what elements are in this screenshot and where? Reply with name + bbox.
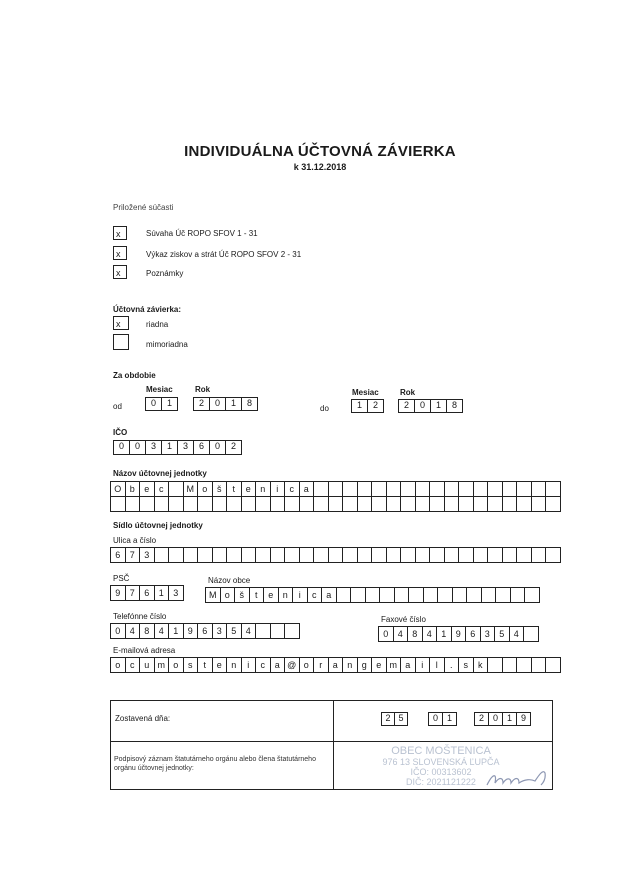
grid-cell: c <box>125 658 140 673</box>
grid-cell: a <box>270 658 285 673</box>
grid-cell <box>502 548 517 563</box>
stamp-line: 976 13 SLOVENSKÁ ĽUPČA <box>382 757 500 767</box>
grid-cell: 1 <box>154 586 169 601</box>
digit: 1 <box>503 713 517 725</box>
grid-cell: m <box>386 658 401 673</box>
grid-cell: o <box>299 658 314 673</box>
grid-cell <box>357 482 372 497</box>
stamp-line: IČO: 00313602 <box>410 767 472 777</box>
grid-cell <box>531 482 546 497</box>
grid-cell: c <box>285 482 300 497</box>
grid-cell <box>212 548 227 563</box>
phone-grid[interactable] <box>110 623 300 639</box>
grid-cell: k <box>473 658 488 673</box>
fax-grid[interactable] <box>378 626 539 642</box>
grid-cell: n <box>343 658 358 673</box>
from-month-field[interactable] <box>145 397 178 411</box>
grid-cell: 6 <box>111 548 126 563</box>
grid-cell <box>444 548 459 563</box>
grid-cell <box>328 497 343 512</box>
grid-cell <box>227 497 242 512</box>
to-month-field[interactable] <box>351 399 384 413</box>
grid-cell <box>380 588 395 603</box>
components-label: Priložené súčasti <box>113 203 174 212</box>
grid-cell <box>517 548 532 563</box>
digit: 3 <box>178 441 194 454</box>
grid-cell <box>473 497 488 512</box>
grid-cell <box>372 482 387 497</box>
grid-cell: s <box>183 658 198 673</box>
to-month-label: Mesiac <box>352 388 379 397</box>
grid-cell <box>415 548 430 563</box>
grid-cell: 8 <box>408 627 423 642</box>
divider <box>111 741 552 742</box>
component-label-income-statement: Výkaz ziskov a strát Úč ROPO SFOV 2 - 31 <box>146 250 302 259</box>
phone-label: Telefónne číslo <box>113 612 167 621</box>
grid-cell <box>125 497 140 512</box>
grid-cell: š <box>212 482 227 497</box>
town-row <box>206 588 540 603</box>
grid-cell <box>169 482 184 497</box>
component-label-balance-sheet: Súvaha Úč ROPO SFOV 1 - 31 <box>146 229 258 238</box>
grid-cell: e <box>264 588 279 603</box>
grid-cell: 1 <box>169 624 184 639</box>
grid-cell <box>502 658 517 673</box>
ico-label: IČO <box>113 428 128 437</box>
grid-cell <box>299 548 314 563</box>
grid-cell <box>438 588 453 603</box>
compiled-label: Zostavená dňa: <box>115 714 171 723</box>
grid-cell <box>241 548 256 563</box>
grid-cell <box>357 497 372 512</box>
grid-cell: e <box>212 658 227 673</box>
email-row <box>111 658 561 673</box>
street-row <box>111 548 561 563</box>
grid-cell: t <box>249 588 264 603</box>
grid-cell: i <box>241 658 256 673</box>
grid-cell: 9 <box>451 627 466 642</box>
grid-cell <box>343 497 358 512</box>
grid-cell <box>314 482 329 497</box>
closing-option-extraordinary: mimoriadna <box>146 340 188 349</box>
grid-cell: @ <box>285 658 300 673</box>
grid-cell <box>183 497 198 512</box>
from-label: od <box>113 402 122 411</box>
entity-label: Názov účtovnej jednotky <box>113 469 207 478</box>
digit: 8 <box>447 400 463 412</box>
grid-cell <box>502 497 517 512</box>
psc-label: PSČ <box>113 574 130 583</box>
digit: 2 <box>368 400 384 412</box>
divider <box>333 701 334 789</box>
grid-cell <box>531 548 546 563</box>
grid-cell <box>198 548 213 563</box>
grid-cell: 4 <box>509 627 524 642</box>
grid-cell <box>285 548 300 563</box>
psc-grid[interactable] <box>110 585 184 601</box>
grid-cell: r <box>314 658 329 673</box>
grid-cell: t <box>198 658 213 673</box>
period-label: Za obdobie <box>113 371 156 380</box>
entity-name-grid[interactable] <box>110 481 561 512</box>
grid-cell <box>154 497 169 512</box>
grid-cell <box>328 548 343 563</box>
grid-cell <box>546 548 561 563</box>
grid-cell <box>459 497 474 512</box>
grid-cell <box>198 497 213 512</box>
closing-option-regular: riadna <box>146 320 169 329</box>
digit: 1 <box>162 398 178 410</box>
digit: 1 <box>431 400 447 412</box>
digit: 5 <box>395 713 408 725</box>
digit: 1 <box>352 400 368 412</box>
grid-cell: 3 <box>140 548 155 563</box>
grid-cell <box>270 624 285 639</box>
grid-cell: 9 <box>111 586 126 601</box>
grid-cell <box>154 548 169 563</box>
grid-cell: a <box>328 658 343 673</box>
grid-cell: i <box>293 588 308 603</box>
grid-cell <box>212 497 227 512</box>
grid-cell: c <box>256 658 271 673</box>
email-label: E-mailová adresa <box>113 646 176 655</box>
grid-cell: 0 <box>111 624 126 639</box>
digit: 0 <box>429 713 443 725</box>
grid-cell <box>386 548 401 563</box>
grid-cell <box>517 658 532 673</box>
digit: 6 <box>194 441 210 454</box>
grid-cell: o <box>169 658 184 673</box>
digit: 1 <box>226 398 242 410</box>
grid-cell: u <box>140 658 155 673</box>
grid-cell <box>415 497 430 512</box>
grid-cell: e <box>241 482 256 497</box>
grid-cell <box>430 497 445 512</box>
digit: 0 <box>130 441 146 454</box>
checkbox-extraordinary[interactable] <box>113 334 129 350</box>
digit: 0 <box>114 441 130 454</box>
grid-cell <box>227 548 242 563</box>
closing-label: Účtovná závierka: <box>113 305 182 314</box>
grid-cell: b <box>125 482 140 497</box>
grid-cell <box>473 548 488 563</box>
grid-cell: a <box>401 658 416 673</box>
grid-cell: g <box>357 658 372 673</box>
grid-cell <box>444 482 459 497</box>
grid-cell: 3 <box>480 627 495 642</box>
grid-cell <box>270 497 285 512</box>
grid-cell <box>517 497 532 512</box>
grid-cell: O <box>111 482 126 497</box>
grid-cell <box>546 482 561 497</box>
grid-cell <box>415 482 430 497</box>
digit: 0 <box>210 398 226 410</box>
grid-cell: 4 <box>422 627 437 642</box>
grid-cell: s <box>459 658 474 673</box>
grid-cell: 6 <box>198 624 213 639</box>
grid-cell: M <box>206 588 221 603</box>
grid-cell <box>467 588 482 603</box>
grid-cell: 7 <box>125 586 140 601</box>
signature-label <box>114 755 329 773</box>
grid-cell <box>299 497 314 512</box>
fax-row <box>379 627 539 642</box>
grid-cell: M <box>183 482 198 497</box>
town-label: Názov obce <box>208 576 251 585</box>
grid-cell: n <box>256 482 271 497</box>
grid-cell <box>546 497 561 512</box>
grid-cell <box>488 482 503 497</box>
digit: 2 <box>475 713 489 725</box>
grid-cell: m <box>154 658 169 673</box>
grid-cell <box>546 658 561 673</box>
compiled-year-field[interactable] <box>474 712 531 726</box>
grid-cell <box>169 548 184 563</box>
entity-name-row <box>111 482 561 497</box>
grid-cell <box>430 482 445 497</box>
grid-cell: 8 <box>140 624 155 639</box>
grid-cell <box>459 482 474 497</box>
town-grid[interactable] <box>205 587 540 603</box>
digit: 0 <box>489 713 503 725</box>
ico-field[interactable] <box>113 440 242 455</box>
grid-cell <box>409 588 424 603</box>
grid-cell <box>314 548 329 563</box>
grid-cell: t <box>227 482 242 497</box>
grid-cell <box>270 548 285 563</box>
signature-label-line: orgánu účtovnej jednotky: <box>114 765 194 772</box>
grid-cell <box>285 624 300 639</box>
grid-cell <box>111 497 126 512</box>
digit: 2 <box>382 713 395 725</box>
grid-cell <box>531 658 546 673</box>
grid-cell <box>473 482 488 497</box>
grid-cell <box>343 482 358 497</box>
street-grid[interactable] <box>110 547 561 563</box>
grid-cell <box>401 497 416 512</box>
grid-cell <box>386 497 401 512</box>
grid-cell <box>343 548 358 563</box>
grid-cell: c <box>307 588 322 603</box>
grid-cell <box>525 588 540 603</box>
document-date: k 31.12.2018 <box>293 162 347 172</box>
grid-cell: o <box>111 658 126 673</box>
grid-cell <box>328 482 343 497</box>
grid-cell: n <box>278 588 293 603</box>
grid-cell <box>502 482 517 497</box>
digit: 2 <box>226 441 242 454</box>
grid-cell: i <box>270 482 285 497</box>
from-month-label: Mesiac <box>146 385 173 394</box>
grid-cell <box>140 497 155 512</box>
seat-label: Sídlo účtovnej jednotky <box>113 521 203 530</box>
grid-cell <box>488 548 503 563</box>
to-year-field[interactable] <box>398 399 463 413</box>
grid-cell: e <box>372 658 387 673</box>
grid-cell: 7 <box>125 548 140 563</box>
checkbox-balance-sheet[interactable]: x <box>113 226 127 240</box>
checkbox-regular[interactable]: x <box>113 316 129 330</box>
grid-cell: 4 <box>154 624 169 639</box>
compiled-month-field[interactable] <box>428 712 457 726</box>
stamp-line: OBEC MOŠTENICA <box>391 745 491 757</box>
grid-cell <box>452 588 467 603</box>
grid-cell <box>481 588 496 603</box>
grid-cell: 4 <box>393 627 408 642</box>
grid-cell <box>256 624 271 639</box>
grid-cell: 5 <box>495 627 510 642</box>
street-label: Ulica a číslo <box>113 536 157 545</box>
grid-cell <box>394 588 409 603</box>
grid-cell <box>517 482 532 497</box>
fax-label: Faxové číslo <box>381 615 426 624</box>
grid-cell <box>241 497 256 512</box>
digit: 3 <box>146 441 162 454</box>
grid-cell: 1 <box>437 627 452 642</box>
grid-cell <box>524 627 539 642</box>
grid-cell: 5 <box>227 624 242 639</box>
from-year-field[interactable] <box>193 397 258 411</box>
grid-cell <box>401 482 416 497</box>
grid-cell: c <box>154 482 169 497</box>
grid-cell <box>401 548 416 563</box>
grid-cell <box>256 548 271 563</box>
grid-cell: l <box>430 658 445 673</box>
compiled-day-field[interactable] <box>381 712 408 726</box>
grid-cell: 6 <box>140 586 155 601</box>
grid-cell <box>444 497 459 512</box>
grid-cell: 0 <box>379 627 394 642</box>
grid-cell <box>386 482 401 497</box>
psc-row <box>111 586 184 601</box>
grid-cell: o <box>220 588 235 603</box>
grid-cell <box>423 588 438 603</box>
grid-cell: 9 <box>183 624 198 639</box>
digit: 2 <box>399 400 415 412</box>
grid-cell: o <box>198 482 213 497</box>
grid-cell <box>372 548 387 563</box>
entity-name-row <box>111 497 561 512</box>
grid-cell <box>183 548 198 563</box>
grid-cell <box>496 588 511 603</box>
email-grid[interactable] <box>110 657 561 673</box>
to-year-label: Rok <box>400 388 416 397</box>
grid-cell: e <box>140 482 155 497</box>
grid-cell <box>285 497 300 512</box>
digit: 1 <box>162 441 178 454</box>
grid-cell: a <box>322 588 337 603</box>
from-year-label: Rok <box>195 385 211 394</box>
signature-label-line: Podpisový záznam štatutárneho orgánu alebo člena štatutárneho <box>114 756 316 763</box>
checkbox-income-statement[interactable]: x <box>113 246 127 260</box>
digit: 0 <box>210 441 226 454</box>
grid-cell: i <box>415 658 430 673</box>
signature-drawing <box>483 765 553 791</box>
grid-cell <box>531 497 546 512</box>
grid-cell: 3 <box>169 586 184 601</box>
grid-cell: š <box>235 588 250 603</box>
digit: 9 <box>517 713 531 725</box>
grid-cell: a <box>299 482 314 497</box>
digit: 8 <box>242 398 258 410</box>
component-label-notes: Poznámky <box>146 269 184 278</box>
grid-cell <box>336 588 351 603</box>
grid-cell <box>169 497 184 512</box>
grid-cell: 4 <box>241 624 256 639</box>
grid-cell <box>351 588 366 603</box>
grid-cell <box>488 497 503 512</box>
grid-cell <box>488 658 503 673</box>
signature-box <box>110 700 553 790</box>
grid-cell <box>459 548 474 563</box>
checkbox-notes[interactable]: x <box>113 265 127 279</box>
grid-cell: n <box>227 658 242 673</box>
grid-cell <box>430 548 445 563</box>
grid-cell <box>357 548 372 563</box>
digit: 0 <box>146 398 162 410</box>
to-label: do <box>320 404 329 413</box>
digit: 0 <box>415 400 431 412</box>
grid-cell: 6 <box>466 627 481 642</box>
document-title: INDIVIDUÁLNA ÚČTOVNÁ ZÁVIERKA <box>184 143 456 160</box>
grid-cell <box>510 588 525 603</box>
grid-cell: 3 <box>212 624 227 639</box>
grid-cell <box>256 497 271 512</box>
grid-cell <box>365 588 380 603</box>
grid-cell: . <box>444 658 459 673</box>
phone-row <box>111 624 300 639</box>
digit: 2 <box>194 398 210 410</box>
stamp-line: DIČ: 2021121222 <box>406 777 476 787</box>
grid-cell: 4 <box>125 624 140 639</box>
grid-cell <box>372 497 387 512</box>
grid-cell <box>314 497 329 512</box>
digit: 1 <box>443 713 457 725</box>
